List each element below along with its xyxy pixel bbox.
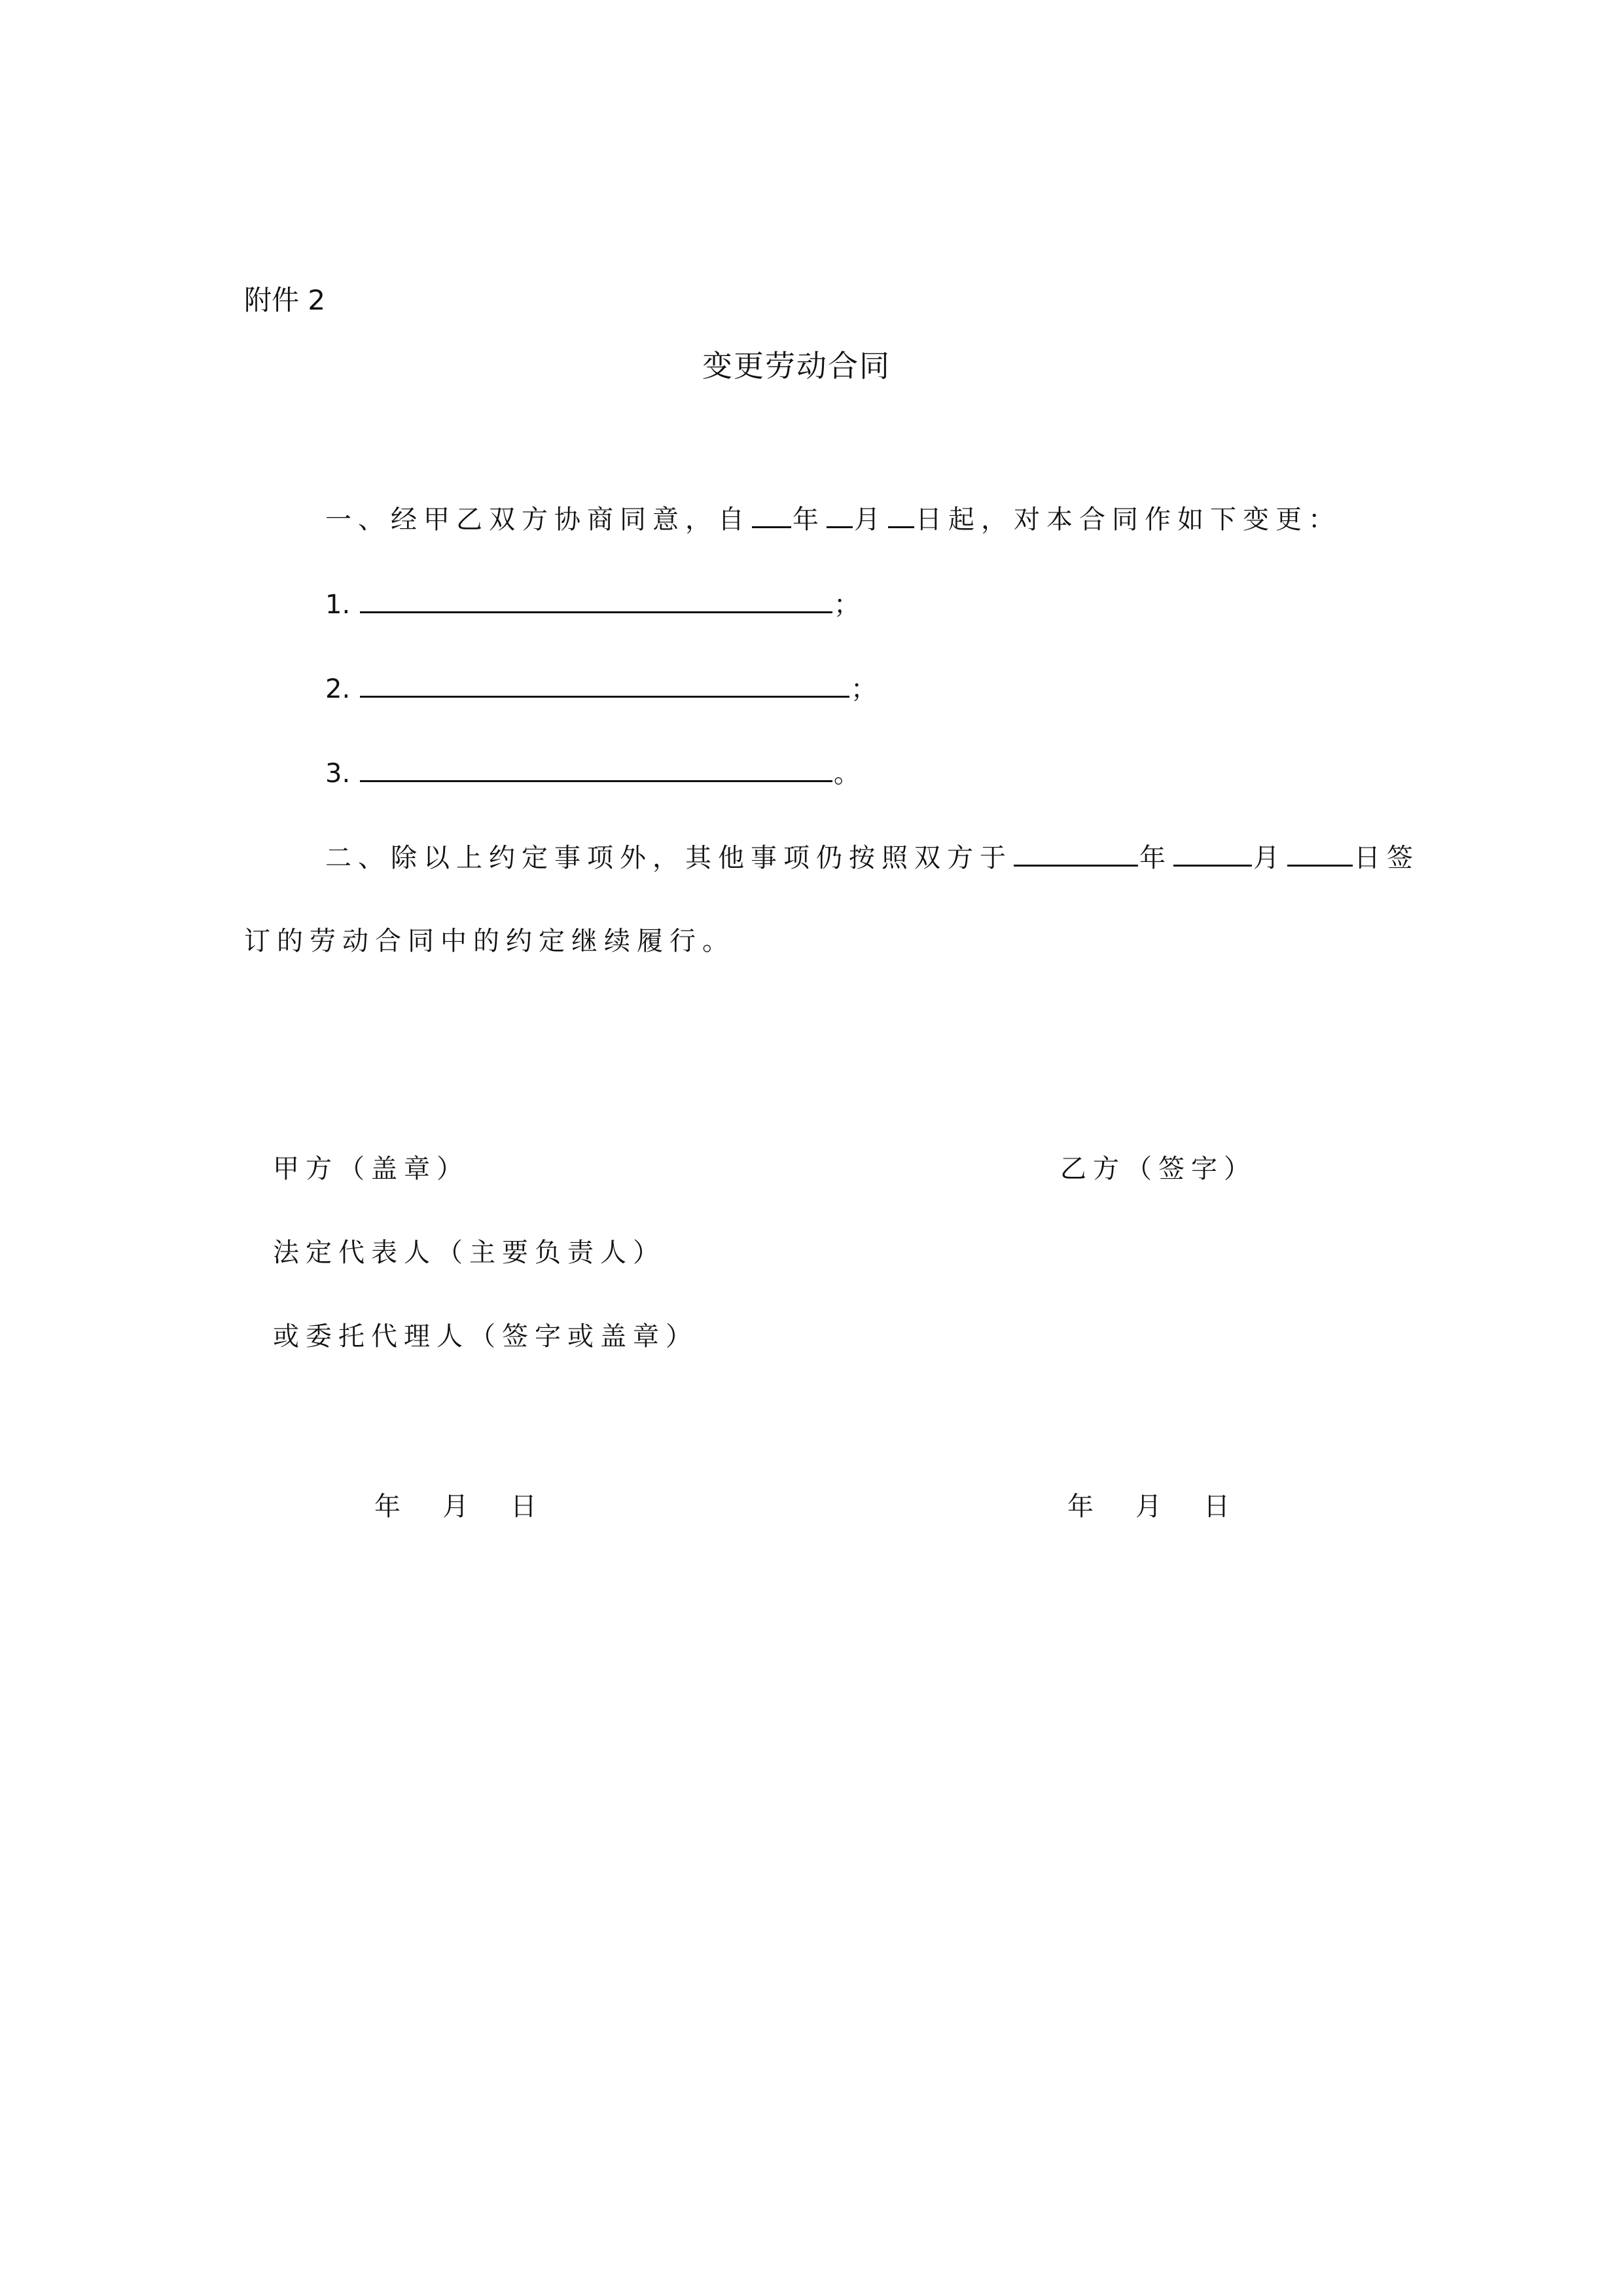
day-blank[interactable] — [888, 503, 914, 528]
change-item-3 — [325, 757, 860, 787]
month-label: 月 — [442, 1492, 469, 1522]
month-label: 月 — [854, 505, 887, 535]
change-item-blank[interactable] — [360, 757, 832, 782]
item-number: 2. — [325, 674, 351, 704]
month-blank[interactable] — [827, 503, 853, 528]
clause-one — [325, 503, 1341, 533]
item-number: 1. — [325, 590, 351, 620]
day-label: 日 — [510, 1492, 537, 1522]
month-label: 月 — [1253, 843, 1286, 873]
attachment-label: 附件 2 — [244, 284, 326, 316]
day-blank[interactable] — [1287, 841, 1353, 867]
change-item-blank[interactable] — [360, 672, 849, 698]
clause-two-text: 二、除以上约定事项外，其他事项仍按照双方于 — [325, 843, 1012, 873]
year-label: 年 — [1139, 843, 1172, 873]
party-a-date — [374, 1494, 537, 1520]
authorized-agent: 或委托代理人（签字或盖章） — [273, 1321, 698, 1352]
year-blank[interactable] — [752, 503, 791, 528]
clause-two-tail: 日签 — [1354, 843, 1419, 873]
year-label: 年 — [793, 505, 825, 535]
month-label: 月 — [1135, 1492, 1162, 1522]
day-label: 日 — [1204, 1492, 1230, 1522]
clause-two — [325, 841, 1419, 871]
party-b-signature: 乙方（签字） — [1060, 1154, 1257, 1184]
item-end: ； — [850, 674, 877, 704]
item-number: 3. — [325, 759, 351, 789]
change-item-1 — [325, 588, 860, 618]
year-label: 年 — [374, 1492, 401, 1522]
change-item-blank[interactable] — [360, 588, 832, 613]
month-blank[interactable] — [1173, 841, 1252, 867]
party-b-date — [1067, 1494, 1230, 1520]
change-item-2 — [325, 672, 877, 702]
year-blank[interactable] — [1014, 841, 1138, 867]
clause-one-tail: 日起，对本合同作如下变更： — [916, 505, 1341, 535]
year-label: 年 — [1067, 1492, 1094, 1522]
item-end: ； — [833, 590, 860, 620]
legal-representative: 法定代表人（主要负责人） — [273, 1238, 666, 1268]
item-end: 。 — [833, 759, 860, 789]
party-a-seal: 甲方（盖章） — [273, 1154, 469, 1184]
clause-one-text: 一、经甲乙双方协商同意，自 — [325, 505, 751, 535]
clause-two-continuation: 订的劳动合同中的约定继续履行。 — [244, 926, 735, 956]
document-title: 变更劳动合同 — [702, 348, 891, 384]
